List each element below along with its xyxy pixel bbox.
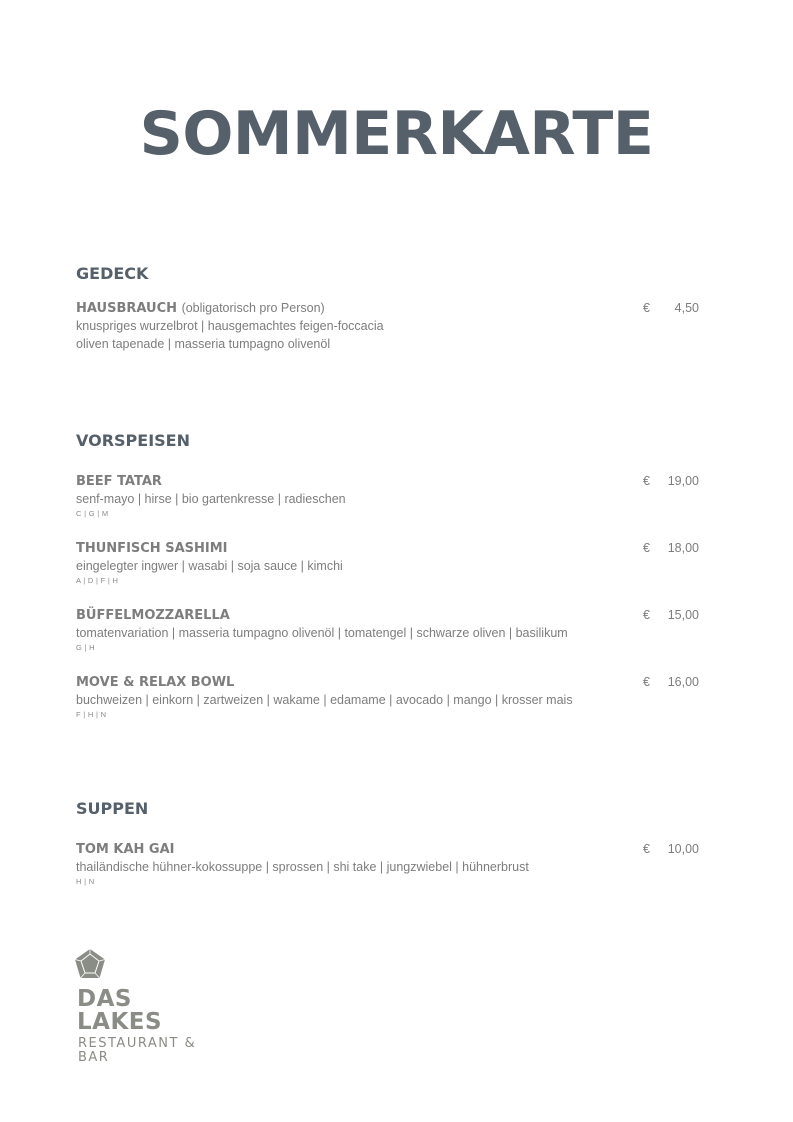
menu-item bbox=[76, 674, 716, 720]
currency-symbol: € bbox=[643, 301, 650, 315]
section-gedeck bbox=[76, 264, 716, 351]
currency-symbol: € bbox=[643, 675, 650, 689]
menu-item bbox=[76, 607, 716, 653]
item-price: 19,00 bbox=[667, 474, 699, 488]
item-description: tomatenvariation | masseria tumpagno olivenöl | tomatengel | schwarze oliven | basilikum bbox=[76, 626, 568, 640]
item-name: BÜFFELMOZZARELLA bbox=[76, 608, 230, 623]
section-heading: SUPPEN bbox=[76, 799, 149, 818]
item-description: senf-mayo | hirse | bio gartenkresse | radieschen bbox=[76, 492, 346, 506]
section-heading: GEDECK bbox=[76, 264, 149, 283]
item-description: thailändische hühner-kokossuppe | sprossen | shi take | jungzwiebel | hühnerbrust bbox=[76, 860, 529, 874]
item-name: MOVE & RELAX BOWL bbox=[76, 675, 235, 690]
item-note: (obligatorisch pro Person) bbox=[181, 301, 325, 315]
currency-symbol: € bbox=[643, 474, 650, 488]
section-heading: VORSPEISEN bbox=[76, 431, 190, 450]
pentagon-gem-icon bbox=[74, 948, 106, 980]
item-description: eingelegter ingwer | wasabi | soja sauce | kimchi bbox=[76, 559, 343, 573]
menu-item bbox=[76, 540, 716, 586]
menu-item bbox=[76, 300, 716, 353]
item-description: knuspriges wurzelbrot | hausgemachtes feigen-foccacia bbox=[76, 319, 384, 333]
item-allergens: A | D | F | H bbox=[76, 576, 119, 585]
item-price: 15,00 bbox=[667, 608, 699, 622]
item-allergens: H | N bbox=[76, 877, 95, 886]
section-vorspeisen bbox=[76, 431, 716, 719]
item-name: THUNFISCH SASHIMI bbox=[76, 541, 228, 556]
item-name: TOM KAH GAI bbox=[76, 842, 175, 857]
item-price: 18,00 bbox=[667, 541, 699, 555]
item-price: 10,00 bbox=[667, 842, 699, 856]
item-description: buchweizen | einkorn | zartweizen | wakame | edamame | avocado | mango | krosser mais bbox=[76, 693, 573, 707]
item-allergens: G | H bbox=[76, 643, 95, 652]
section-suppen bbox=[76, 799, 716, 886]
menu-item bbox=[76, 473, 716, 519]
logo-text-restaurant: RESTAURANT & bbox=[78, 1036, 197, 1051]
item-name: HAUSBRAUCH bbox=[76, 301, 178, 316]
logo-text-lakes: LAKES bbox=[77, 1009, 163, 1035]
logo-text-bar: BAR bbox=[78, 1050, 110, 1065]
item-price: 4,50 bbox=[674, 301, 699, 315]
currency-symbol: € bbox=[643, 608, 650, 622]
item-price: 16,00 bbox=[667, 675, 699, 689]
item-name: BEEF TATAR bbox=[76, 474, 162, 489]
item-allergens: C | G | M bbox=[76, 509, 109, 518]
page-title: SOMMERKARTE bbox=[139, 99, 654, 169]
logo-text-das: DAS bbox=[77, 986, 132, 1012]
menu-item bbox=[76, 841, 716, 887]
item-allergens: F | H | N bbox=[76, 710, 107, 719]
currency-symbol: € bbox=[643, 842, 650, 856]
item-description: oliven tapenade | masseria tumpagno olivenöl bbox=[76, 337, 331, 351]
restaurant-logo bbox=[74, 948, 274, 1065]
currency-symbol: € bbox=[643, 541, 650, 555]
